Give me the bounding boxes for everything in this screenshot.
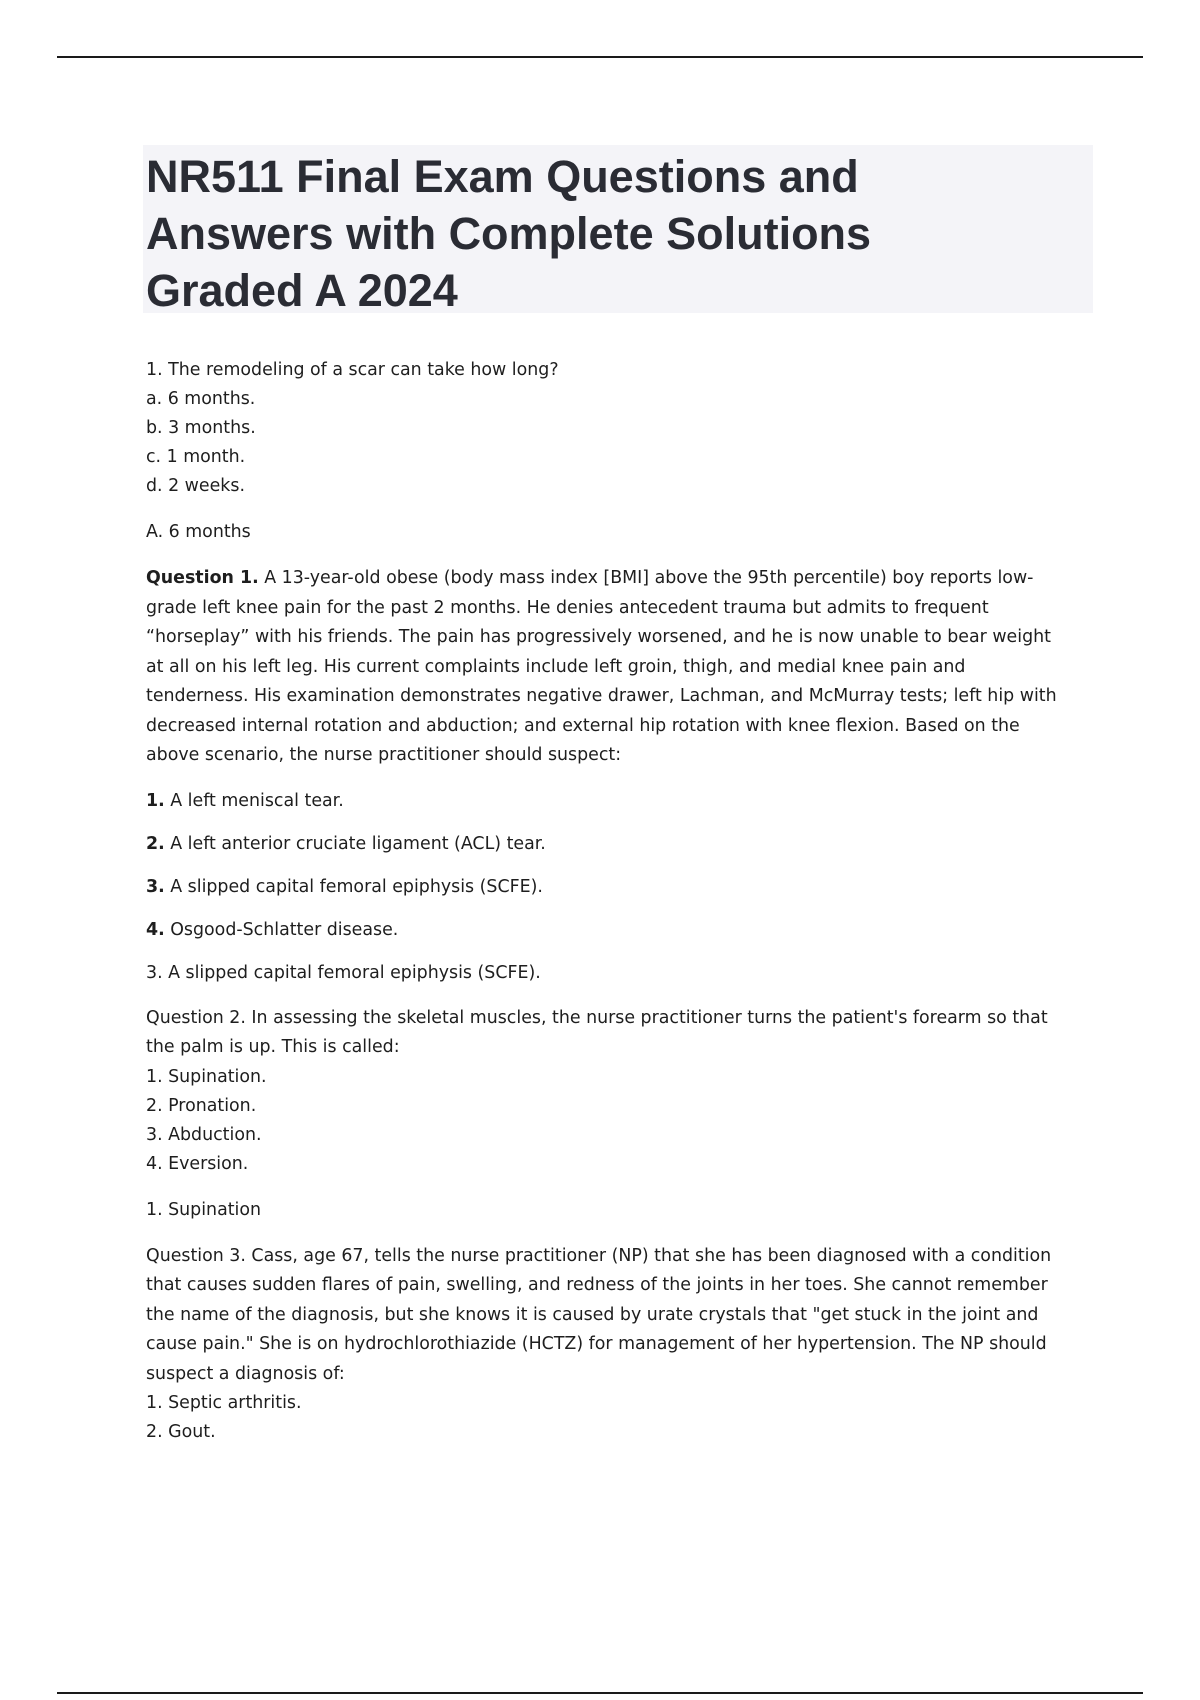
question-stem-line: that causes sudden flares of pain, swelling, and redness of the joints in her toes. She cannot remember [146, 1275, 1048, 1295]
top-rule [57, 56, 1143, 58]
answer-option: 2. Gout. [146, 1422, 216, 1442]
question-stem-line: grade left knee pain for the past 2 months. He denies antecedent trauma but admits to frequent [146, 597, 989, 618]
bottom-rule [57, 1692, 1143, 1694]
question-stem-line: “horseplay” with his friends. The pain has progressively worsened, and he is now unable to bear weight [146, 627, 1051, 647]
correct-answer: A. 6 months [146, 522, 251, 542]
question-2 [146, 1004, 1086, 1179]
question-stem-line: tenderness. His examination demonstrates negative drawer, Lachman, and McMurray tests; left hip with [146, 686, 1057, 706]
answer-option: 3. A slipped capital femoral epiphysis (SCFE). [146, 876, 543, 897]
question-stem-line: Question 2. In assessing the skeletal muscles, the nurse practitioner turns the patient's forearm so that [146, 1007, 1048, 1028]
answer-option: a. 6 months. [146, 389, 256, 409]
correct-answer: 1. Supination [146, 1199, 262, 1220]
document-body [146, 356, 1086, 1447]
question-stem-line: the name of the diagnosis, but she knows it is caused by urate crystals that "get stuck in the joint and [146, 1304, 1039, 1325]
answer-option: 3. Abduction. [146, 1124, 262, 1145]
answer-option: 1. Supination. [146, 1066, 267, 1087]
answer-option: 1. Septic arthritis. [146, 1393, 302, 1413]
question-stem-line: at all on his left leg. His current complaints include left groin, thigh, and medial knee pain and [146, 656, 966, 677]
answer-option: 2. A left anterior cruciate ligament (ACL) tear. [146, 833, 546, 854]
answer-option: c. 1 month. [146, 447, 246, 467]
answer-option: 4. Eversion. [146, 1153, 249, 1174]
question-label: Question 1. [146, 568, 259, 588]
question-stem: 1. The remodeling of a scar can take how long? [146, 360, 559, 380]
answer-key [146, 1196, 1086, 1225]
title-line: NR511 Final Exam Questions and [146, 151, 859, 202]
question-1 [146, 564, 1086, 771]
answer-option: b. 3 months. [146, 418, 256, 438]
answer-option: 1. A left meniscal tear. [146, 790, 344, 811]
document-title [146, 148, 1076, 319]
question-stem-line: above scenario, the nurse practitioner should suspect: [146, 745, 622, 765]
question-scar [146, 356, 1086, 501]
question-stem-line: suspect a diagnosis of: [146, 1363, 345, 1384]
title-line: Graded A 2024 [146, 265, 458, 316]
question-stem-line: cause pain." She is on hydrochlorothiazide (HCTZ) for management of her hypertension. The NP should [146, 1334, 1047, 1354]
question-1-options [146, 787, 1086, 988]
answer-option: d. 2 weeks. [146, 476, 245, 496]
question-stem-line: the palm is up. This is called: [146, 1037, 400, 1057]
correct-answer: 3. A slipped capital femoral epiphysis (SCFE). [146, 962, 541, 983]
title-line: Answers with Complete Solutions [146, 208, 872, 259]
answer-option: 4. Osgood-Schlatter disease. [146, 919, 399, 940]
question-stem-line: Question 3. Cass, age 67, tells the nurse practitioner (NP) that she has been diagnosed with a condition [146, 1245, 1052, 1266]
question-stem-line: decreased internal rotation and abduction; and external hip rotation with knee flexion. Based on the [146, 715, 1020, 736]
question-3 [146, 1242, 1086, 1448]
answer-option: 2. Pronation. [146, 1095, 257, 1116]
question-stem-line: Question 1. A 13-year-old obese (body mass index [BMI] above the 95th percentile) boy reports low- [146, 568, 1034, 588]
answer-key [146, 518, 1086, 547]
